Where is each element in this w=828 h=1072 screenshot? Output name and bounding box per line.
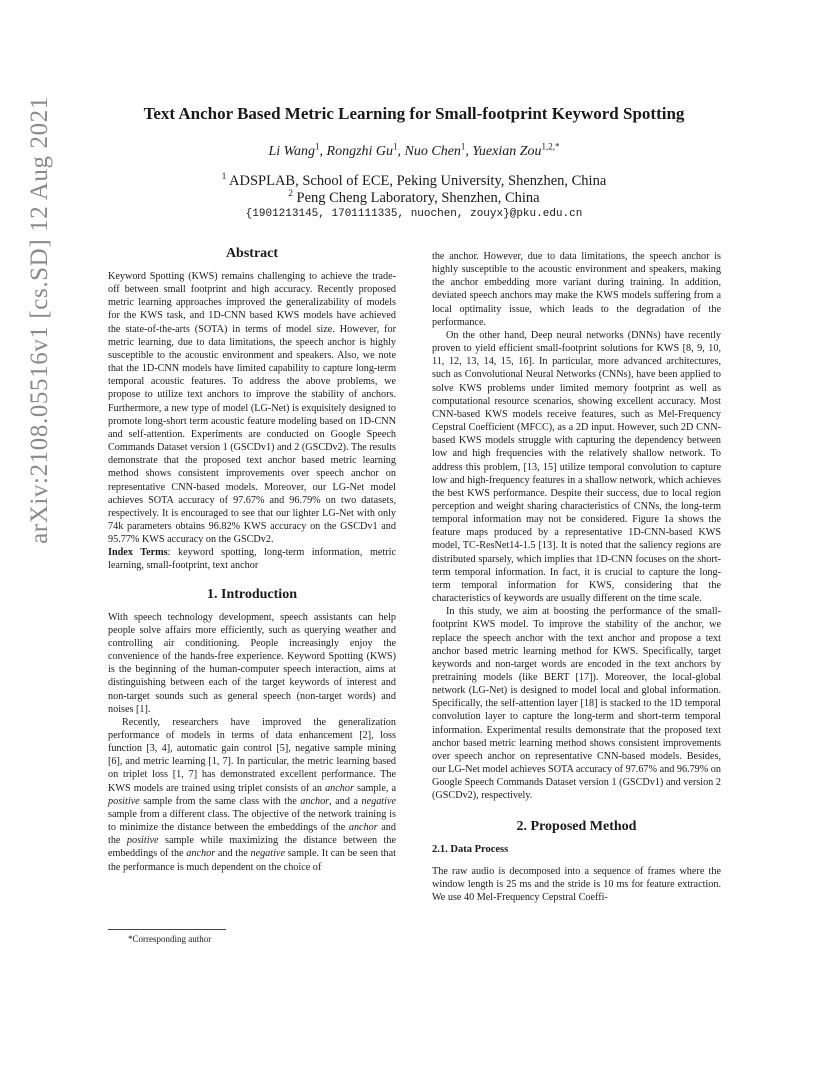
footnote: *Corresponding author — [128, 934, 212, 944]
author: Yuexian Zou$^{1,2,*}$ — [472, 141, 560, 159]
author: Rongzhi Gu$^1$, — [326, 141, 405, 159]
author: Nuo Chen$^1$, — [404, 141, 473, 159]
data-process-heading: 2.1. Data Process — [432, 843, 509, 855]
author: Li Wang$^1$, — [268, 141, 327, 159]
right-column — [432, 250, 721, 904]
left-column — [108, 246, 396, 874]
intro-paragraph-2: Recently, researchers have improved the generalization performance of models in terms of data enhancement [2], loss function [3, 4], automatic gain control [5], negative sample mining [6], and metric learning [1, 7]. In particular, the metric learning based on triplet loss [1, 7] has demonstrated excellent performance. The KWS models are trained using triplet consists of an anchor sample, a positive sample from the same class with the anchor, and a negative sample from a different class. The objective of the network training is to minimize the distance between the embeddings of the anchor and the positive sample while maximizing the distance between the embeddings of the anchor and the negative sample. It can be seen that the performance is much dependent on the choice of — [108, 716, 396, 873]
intro-paragraph-2-continued: the anchor. However, due to data limitations, the speech anchor is highly susceptible to the acoustic environment and speakers, making the anchor embedding more variant during training. In addition, deviated speech anchors may make the KWS models suffering from a local optimality issue, which leads to the degradation of the performance. — [432, 251, 721, 328]
abstract-text: Keyword Spotting (KWS) remains challenging to achieve the trade-off between small footprint and high accuracy. Recently proposed metric learning approaches improved the generalizability of models for the KWS task, and 1D-CNN based KWS models have achieved the state-of-the-arts (SOTA) in terms of model size. However, for metric learning, due to data limitations, the speech anchor is highly susceptible to the acoustic environment and speakers. Also, we note that the 1D-CNN models have limited capability to capture long-term temporal acoustic features. To address the above problems, we propose to utilize text anchors to improve the stability of anchors. Furthermore, a new type of model (LG-Net) is exquisitely designed to promote long-short term acoustic feature modeling based on 1D-CNN and self-attention. Experiments are conducted on Google Speech Commands Dataset version 1 (GSCDv1) and 2 (GSCDv2). The results demonstrate that the proposed text anchor based metric learning method shows consistent improvements over speech anchor on representative CNN-based models. Moreover, our LG-Net model achieves SOTA accuracy of 97.67% and 96.79% on two datasets, respectively. It is encouraged to see that our lighter LG-Net with only 74k parameters obtains 96.82% KWS accuracy on the GSCDv1 and 95.77% KWS accuracy on the GSCDv2. — [108, 271, 396, 546]
affiliation-2: $^2$ Peng Cheng Laboratory, Shenzhen, China — [288, 188, 540, 206]
author-emails: {1901213145, 1701111335, nuochen, zouyx}@pku.edu.cn — [245, 208, 583, 220]
abstract-heading: Abstract — [225, 246, 279, 261]
footnote-rule — [108, 929, 226, 930]
arxiv-sidebar-id: arXiv:2108.05516v1 [cs.SD] 12 Aug 2021 — [26, 96, 53, 544]
proposed-method-heading: 2. Proposed Method — [516, 818, 637, 834]
affiliation-1: $^1$ ADSPLAB, School of ECE, Peking University, Shenzhen, China — [221, 171, 607, 189]
intro-paragraph-1: With speech technology development, speech assistants can help people solve affairs more efficiently, such as querying weather and controlling air conditioning. People increasingly enjoy the convenience of the hands-free experience. Keyword Spotting (KWS) is the beginning of the human-computer speech interaction, aims at distinguishing between each of the target keywords of interest and non-target sounds such as general speech (non-target words) and noises [1]. — [108, 611, 396, 715]
paper-title: Text Anchor Based Metric Learning for Small-footprint Keyword Spotting — [143, 104, 685, 123]
intro-paragraph-4: In this study, we aim at boosting the performance of the small-footprint KWS model. To improve the stability of the anchor, we replace the speech anchor with the text anchor and propose a text anchor based metric learning method for KWS. Specifically, target keywords and non-target words are encoded in the text anchors by pretraining models (like BERT [17]). Moreover, the local-global network (LG-Net) is designed to model local and global information. Specifically, the self-attention layer [18] is stacked to the 1D temporal convolution layer to capture the long-term and short-term temporal information. Experimental results demonstrate that the proposed text anchor based metric learning method shows consistent improvements over speech anchor on representative CNN-based models. Besides, our LG-Net model achieves SOTA accuracy of 97.67% and 96.79% on Google Speech Commands Dataset version 1 (GSCDv1) and version 2 (GSCDv2), respectively. — [432, 606, 721, 802]
introduction-heading: 1. Introduction — [207, 586, 297, 602]
author-list — [80, 141, 748, 160]
intro-paragraph-3: On the other hand, Deep neural networks (DNNs) have recently proven to yield efficient small-footprint solutions for KWS [8, 9, 10, 11, 12, 13, 14, 15, 16]. In particular, more advanced architectures, such as Convolutional Neural Networks (CNNs), have been applied to solve KWS problems under limited memory footprint as well as computational resource scenarios, showing excellent accuracy. Most CNN-based KWS models receive features, such as Mel-Frequency Cepstral Coefficient (MFCC), as a 2D input. However, such 2D CNN-based KWS models struggle with capturing the dependency between low and high frequencies with the relatively shallow network. To address this problem, [13, 15] utilize temporal convolution to capture low and high-frequency features in a shallow network, which achieves the best KWS performance. Despite their success, due to local region perception and weight sharing characteristics of CNNs, the long-term temporal information may not be considered. Figure 1a shows the feature maps produced by a representative 1D-CNN-based KWS model, TC-ResNet14-1.5 [13]. It is noted that the saliency regions are distributed sparsely, which implies that 1D-CNN focuses on the short-term temporal information. In fact, it is crucial to capture the long-term temporal information for KWS, considering that the characteristics of keywords are usually different on the time scale. — [432, 329, 721, 605]
method-paragraph-1: The raw audio is decomposed into a sequence of frames where the window length is 25 ms and the stride is 10 ms for feature extraction. We use 40 Mel-Frequency Cepstral Coeffi- — [432, 865, 721, 903]
index-terms: Index Terms: keyword spotting, long-term information, metric learning, small-footprint, text anchor — [108, 547, 396, 572]
